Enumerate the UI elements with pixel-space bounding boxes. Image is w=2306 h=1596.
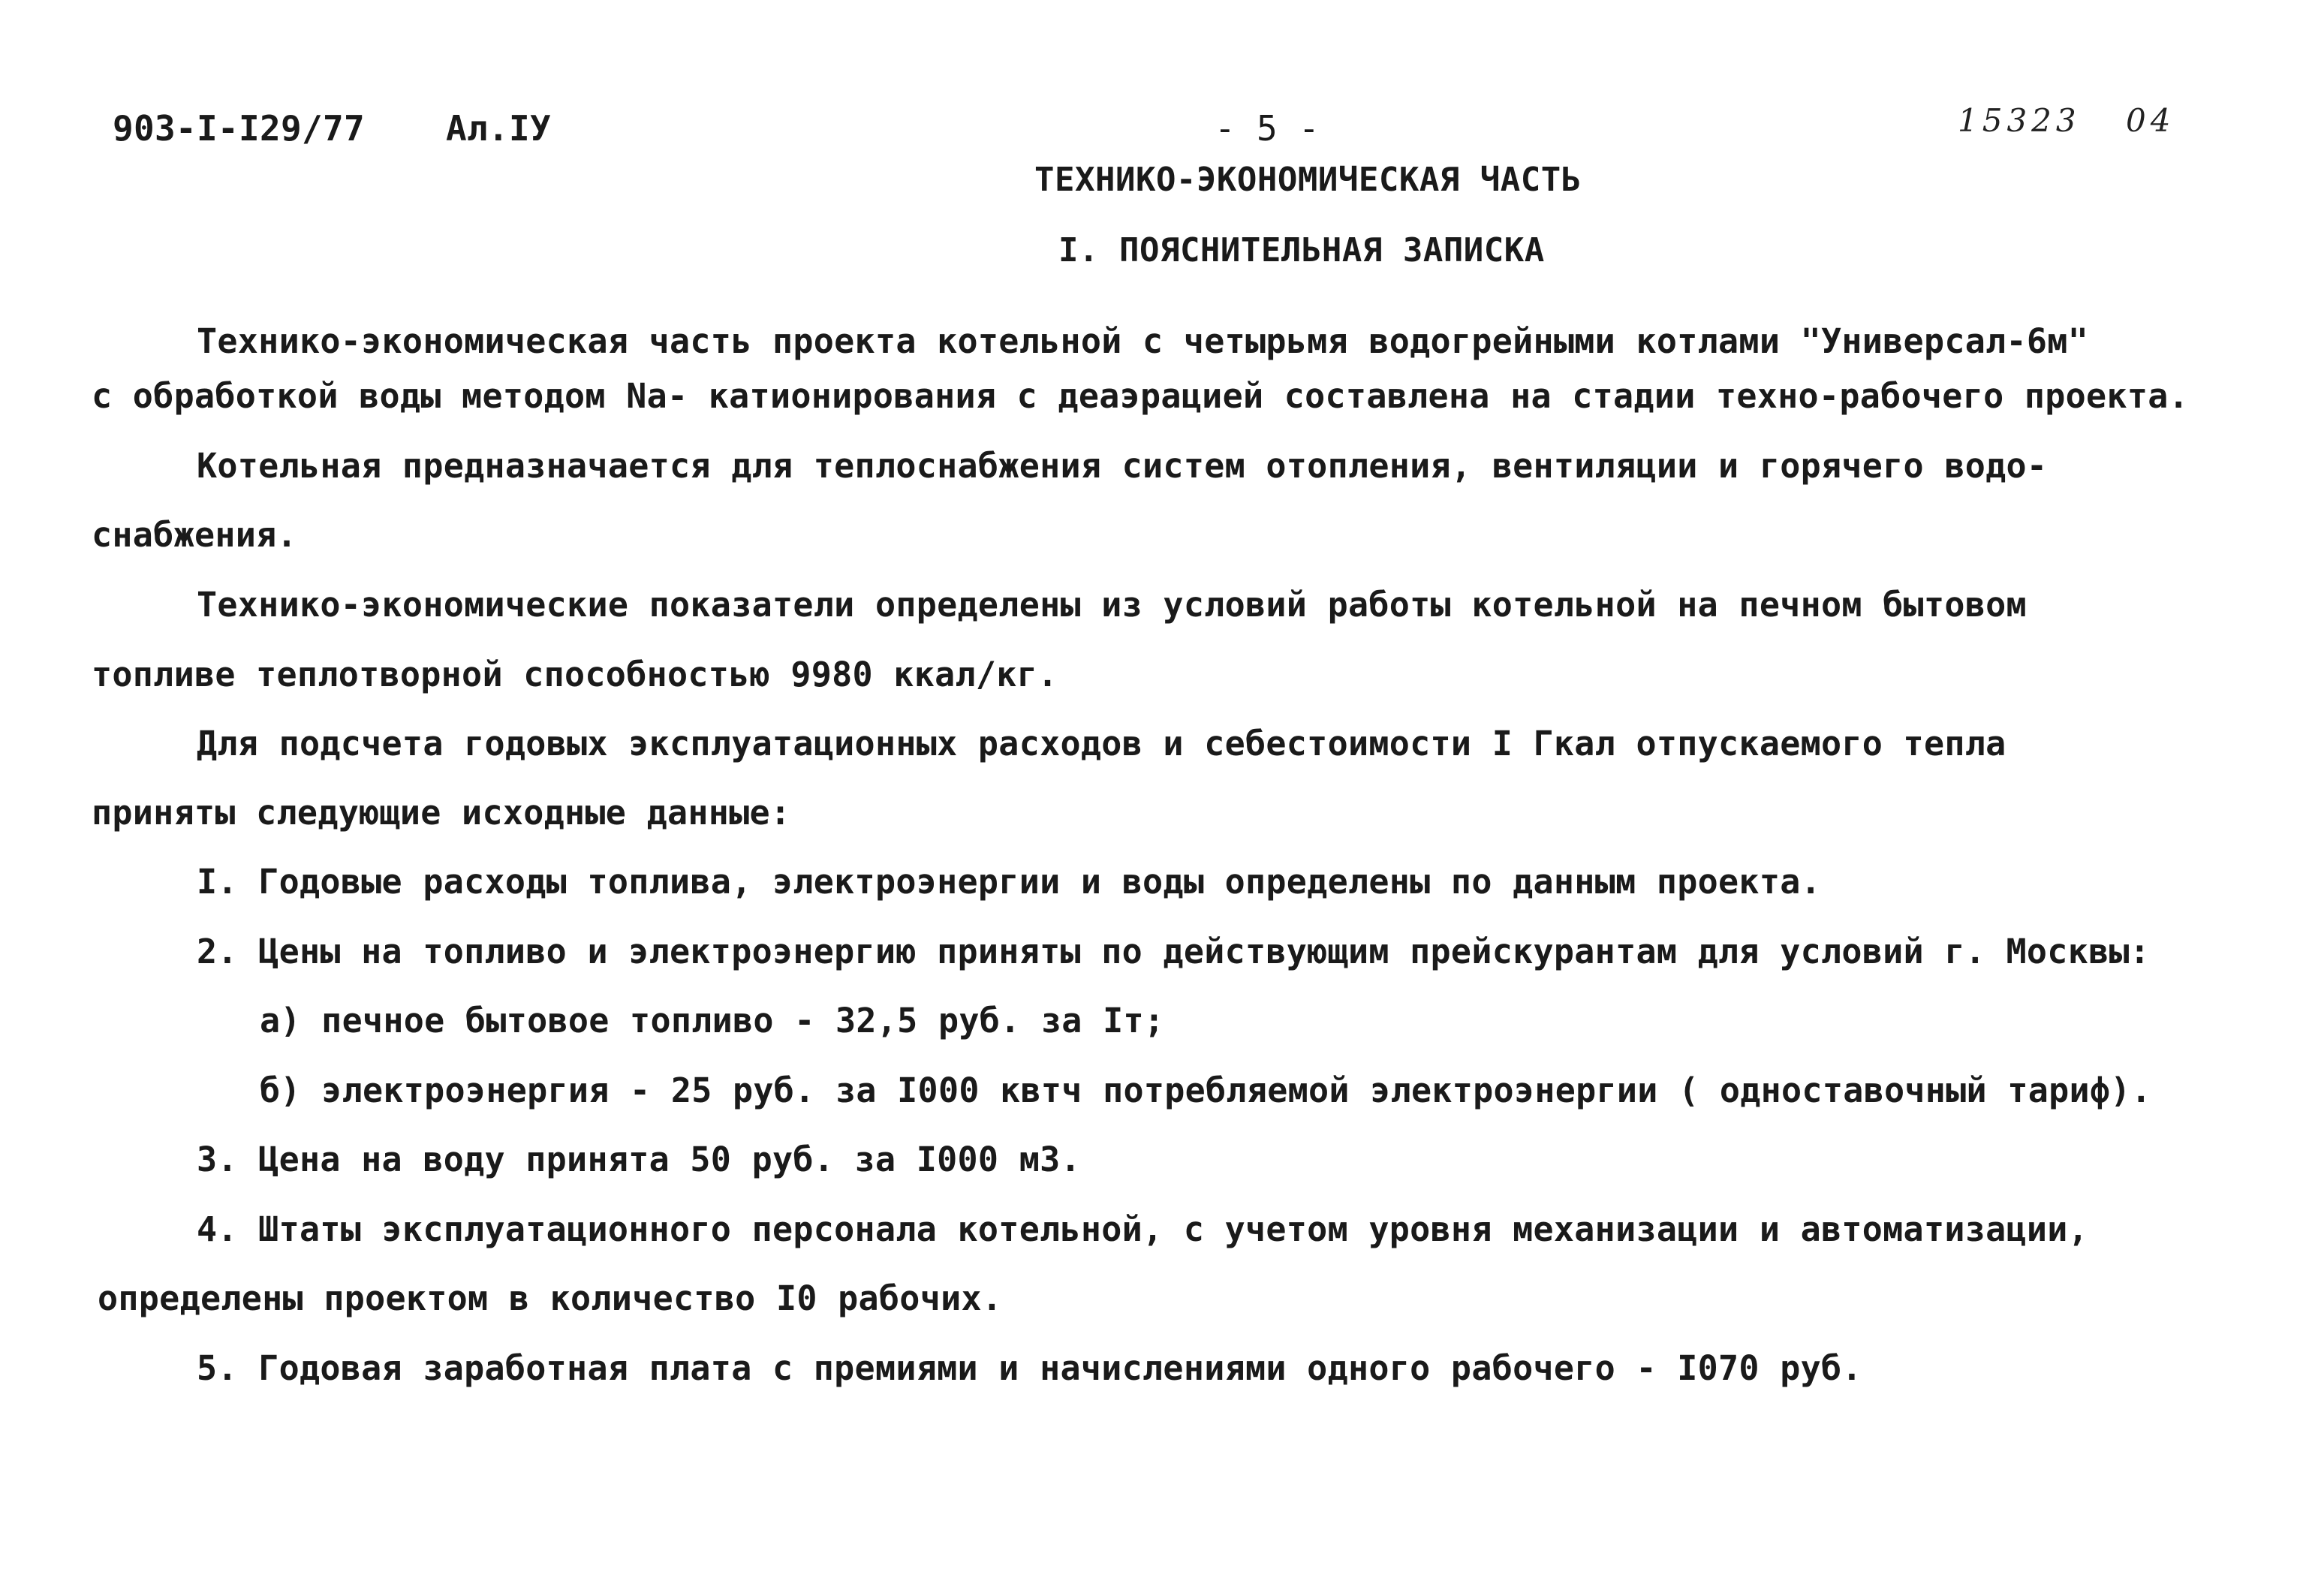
handwritten-suffix: 04 bbox=[2126, 102, 2175, 139]
subsection-title: I. ПОЯСНИТЕЛЬНАЯ ЗАПИСКА bbox=[1058, 231, 1545, 270]
paragraph-4-line-2: приняты следующие исходные данные: bbox=[92, 793, 791, 833]
list-item-4-line-1: 4. Штаты эксплуатационного персонала котельной, с учетом уровня механизации и автоматизации, bbox=[197, 1209, 2089, 1249]
list-item-3: 3. Цена на воду принята 50 руб. за I000 м3. bbox=[197, 1140, 1081, 1179]
paragraph-1-line-2: с обработкой воды методом Na- катионирования с деаэрацией составлена на стадии техно-рабочего проекта. bbox=[92, 376, 2190, 416]
list-item-4-line-2: определены проектом в количество I0 рабочих. bbox=[98, 1278, 1003, 1318]
list-item-5: 5. Годовая заработная плата с премиями и начислениями одного рабочего - I070 руб. bbox=[197, 1348, 1862, 1388]
paragraph-2-line-1: Котельная предназначается для теплоснабжения систем отопления, вентиляции и горячего водо- bbox=[197, 446, 2048, 486]
section-title: ТЕХНИКО-ЭКОНОМИЧЕСКАЯ ЧАСТЬ bbox=[1034, 161, 1582, 199]
page-number: - 5 - bbox=[1215, 108, 1320, 149]
list-item-2b: б) электроэнергия - 25 руб. за I000 квтч потребляемой электроэнергии ( одноставочный тариф). bbox=[260, 1071, 2152, 1110]
paragraph-4-line-1: Для подсчета годовых эксплуатационных расходов и себестоимости I Гкал отпускаемого тепла bbox=[197, 724, 2006, 763]
list-item-2a: а) печное бытовое топливо - 32,5 руб. за Iт; bbox=[260, 1001, 1165, 1040]
paragraph-1-line-1: Технико-экономическая часть проекта котельной с четырьмя водогрейными котлами "Универсал-6м" bbox=[197, 321, 2089, 361]
paragraph-3-line-2: топливе теплотворной способностью 9980 ккал/кг. bbox=[92, 655, 1058, 694]
album-number: Ал.IУ bbox=[446, 108, 551, 149]
list-item-1: I. Годовые расходы топлива, электроэнергии и воды определены по данным проекта. bbox=[197, 862, 1821, 902]
paragraph-3-line-1: Технико-экономические показатели определены из условий работы котельной на печном бытовом bbox=[197, 585, 2027, 625]
list-item-2: 2. Цены на топливо и электроэнергию приняты по действующим прейскурантам для условий г. Москвы: bbox=[197, 932, 2151, 971]
handwritten-number: 15323 bbox=[1958, 102, 2081, 139]
document-code: 903-I-I29/77 bbox=[113, 108, 365, 149]
paragraph-2-line-2: снабжения. bbox=[92, 515, 297, 555]
